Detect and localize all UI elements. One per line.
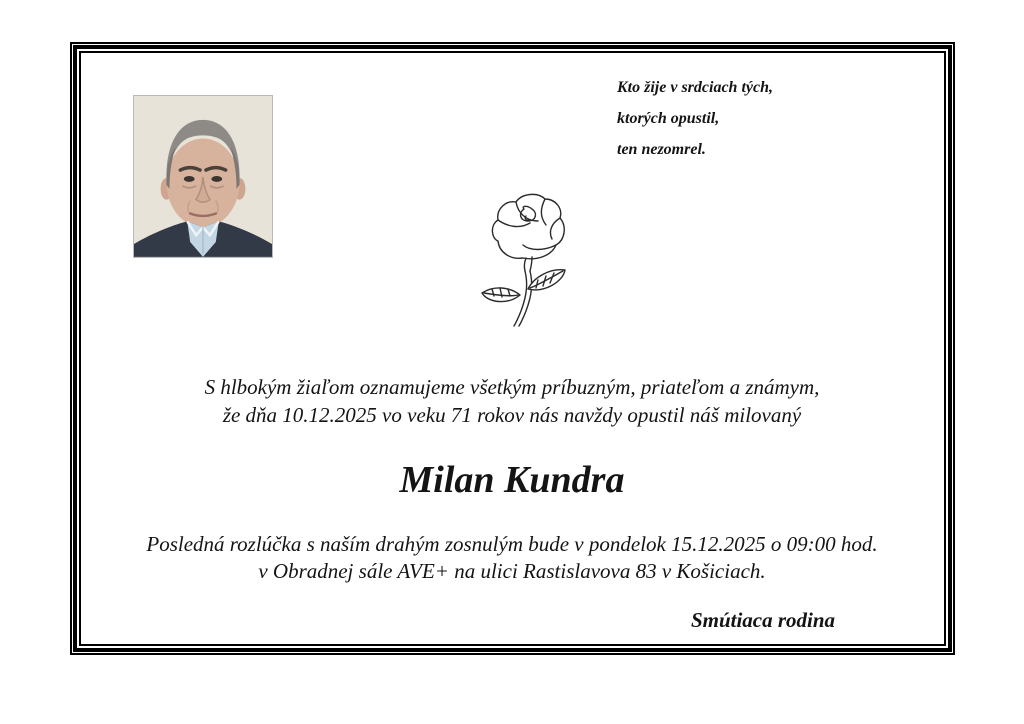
announcement-line-2: že dňa 10.12.2025 vo veku 71 rokov nás navždy opustil náš milovaný bbox=[222, 403, 802, 427]
farewell-details bbox=[0, 531, 1024, 585]
farewell-line-2: v Obradnej sále AVE+ na ulici Rastislavova 83 v Košiciach. bbox=[258, 559, 766, 583]
deceased-name: Milan Kundra bbox=[399, 459, 625, 501]
quote-line-3: ten nezomrel. bbox=[617, 141, 706, 158]
signature: Smútiaca rodina bbox=[690, 608, 836, 632]
rose-icon bbox=[468, 183, 583, 333]
portrait-photo bbox=[133, 95, 273, 258]
quote-line-1: Kto žije v srdciach tých, bbox=[617, 79, 773, 96]
announcement-line-1: S hlbokým žiaľom oznamujeme všetkým príbuzným, priateľom a známym, bbox=[204, 375, 820, 399]
quote-line-2: ktorých opustil, bbox=[617, 110, 720, 127]
announcement-text bbox=[0, 373, 1024, 429]
farewell-line-1: Posledná rozlúčka s naším drahým zosnulým bude v pondelok 15.12.2025 o 09:00 hod. bbox=[146, 532, 878, 556]
memorial-quote bbox=[617, 72, 773, 165]
